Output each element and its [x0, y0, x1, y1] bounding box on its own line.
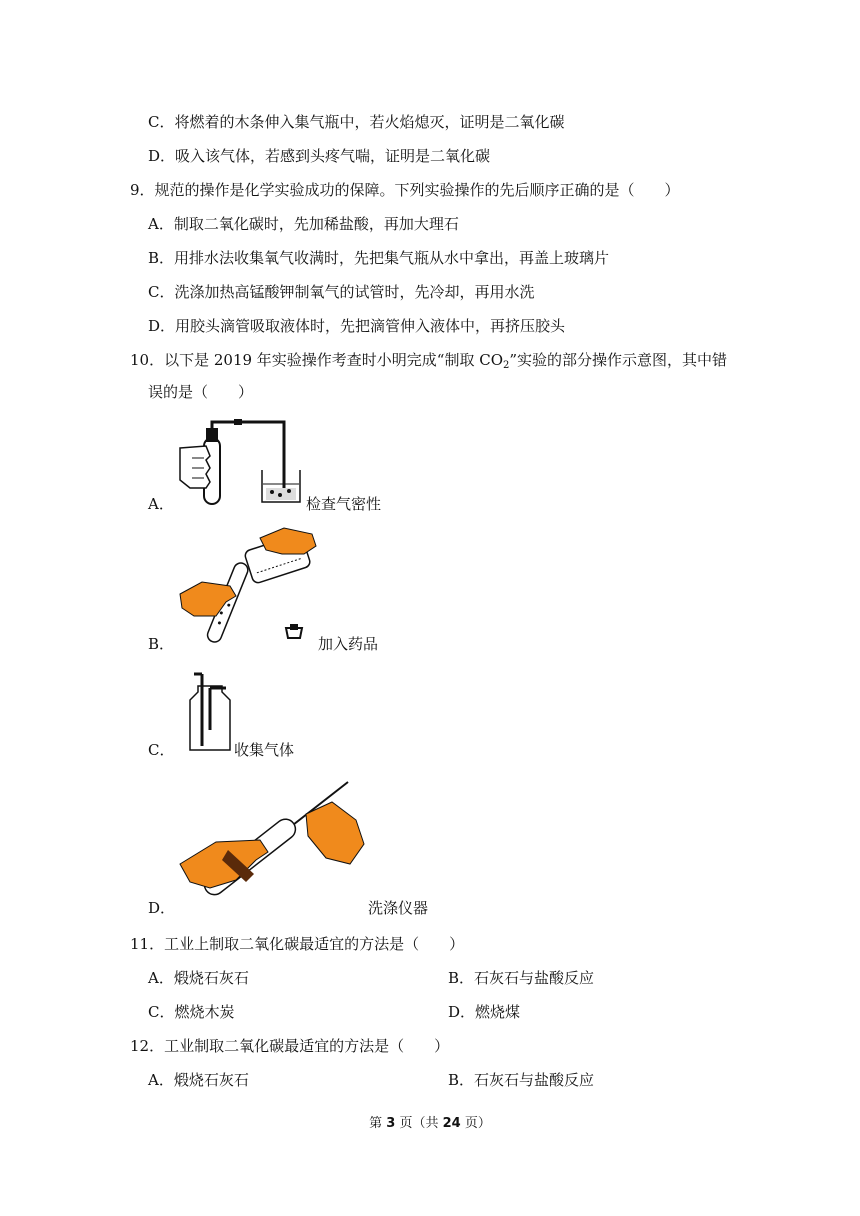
- page-footer: [0, 1112, 860, 1131]
- figure-b-caption: 加入药品: [318, 635, 379, 653]
- footer-middle: 页（共: [395, 1116, 443, 1131]
- q9-option-c: C．洗涤加热高锰酸钾制氧气的试管时，先冷却，再用水洗: [148, 283, 535, 301]
- figure-a-caption: 检查气密性: [306, 495, 382, 513]
- footer-prefix: 第: [369, 1116, 387, 1131]
- q10-subscript: 2: [503, 360, 510, 371]
- q11-option-a: A．煅烧石灰石: [148, 969, 249, 987]
- figure-a-letter: A．: [148, 495, 174, 513]
- q12-option-b: B．石灰石与盐酸反应: [448, 1071, 595, 1089]
- q9-option-d: D．用胶头滴管吸取液体时，先把滴管伸入液体中，再挤压胶头: [148, 317, 566, 335]
- air-tightness-apparatus-image: [176, 418, 306, 510]
- figure-d-letter: D．: [148, 899, 176, 917]
- question-10-continuation: 误的是（ ）: [148, 383, 254, 401]
- q9-option-a: A．制取二氧化碳时，先加稀盐酸，再加大理石: [148, 215, 459, 233]
- q11-option-c: C．燃烧木炭: [148, 1003, 235, 1021]
- q10-text-pre: 10．以下是 2019 年实验操作考查时小明完成“制取 CO: [130, 351, 504, 369]
- q12-option-a: A．煅烧石灰石: [148, 1071, 249, 1089]
- question-11: 11．工业上制取二氧化碳最适宜的方法是（ ）: [130, 935, 465, 953]
- gas-collecting-bottle-image: [180, 670, 234, 754]
- q8-option-c: C．将燃着的木条伸入集气瓶中，若火焰熄灭，证明是二氧化碳: [148, 113, 565, 131]
- question-9: 9．规范的操作是化学实验成功的保障。下列实验操作的先后顺序正确的是（ ）: [130, 181, 680, 199]
- question-12: 12．工业制取二氧化碳最适宜的方法是（ ）: [130, 1037, 450, 1055]
- footer-total-pages: 24: [442, 1116, 461, 1131]
- footer-suffix: 页）: [460, 1116, 491, 1131]
- q8-option-d: D．吸入该气体，若感到头疼气喘，证明是二氧化碳: [148, 147, 491, 165]
- question-10: [130, 350, 727, 376]
- washing-test-tube-image: [176, 780, 372, 908]
- footer-page-number: 3: [386, 1116, 396, 1131]
- q10-text-post: ”实验的部分操作示意图，其中错: [509, 351, 728, 369]
- figure-c-caption: 收集气体: [234, 741, 295, 759]
- figure-c-letter: C．: [148, 741, 175, 759]
- figure-d-caption: 洗涤仪器: [368, 899, 429, 917]
- figure-b-letter: B．: [148, 635, 175, 653]
- q11-option-d: D．燃烧煤: [448, 1003, 521, 1021]
- adding-reagents-image: [176, 524, 326, 648]
- q11-option-b: B．石灰石与盐酸反应: [448, 969, 595, 987]
- q9-option-b: B．用排水法收集氧气收满时，先把集气瓶从水中拿出，再盖上玻璃片: [148, 249, 610, 267]
